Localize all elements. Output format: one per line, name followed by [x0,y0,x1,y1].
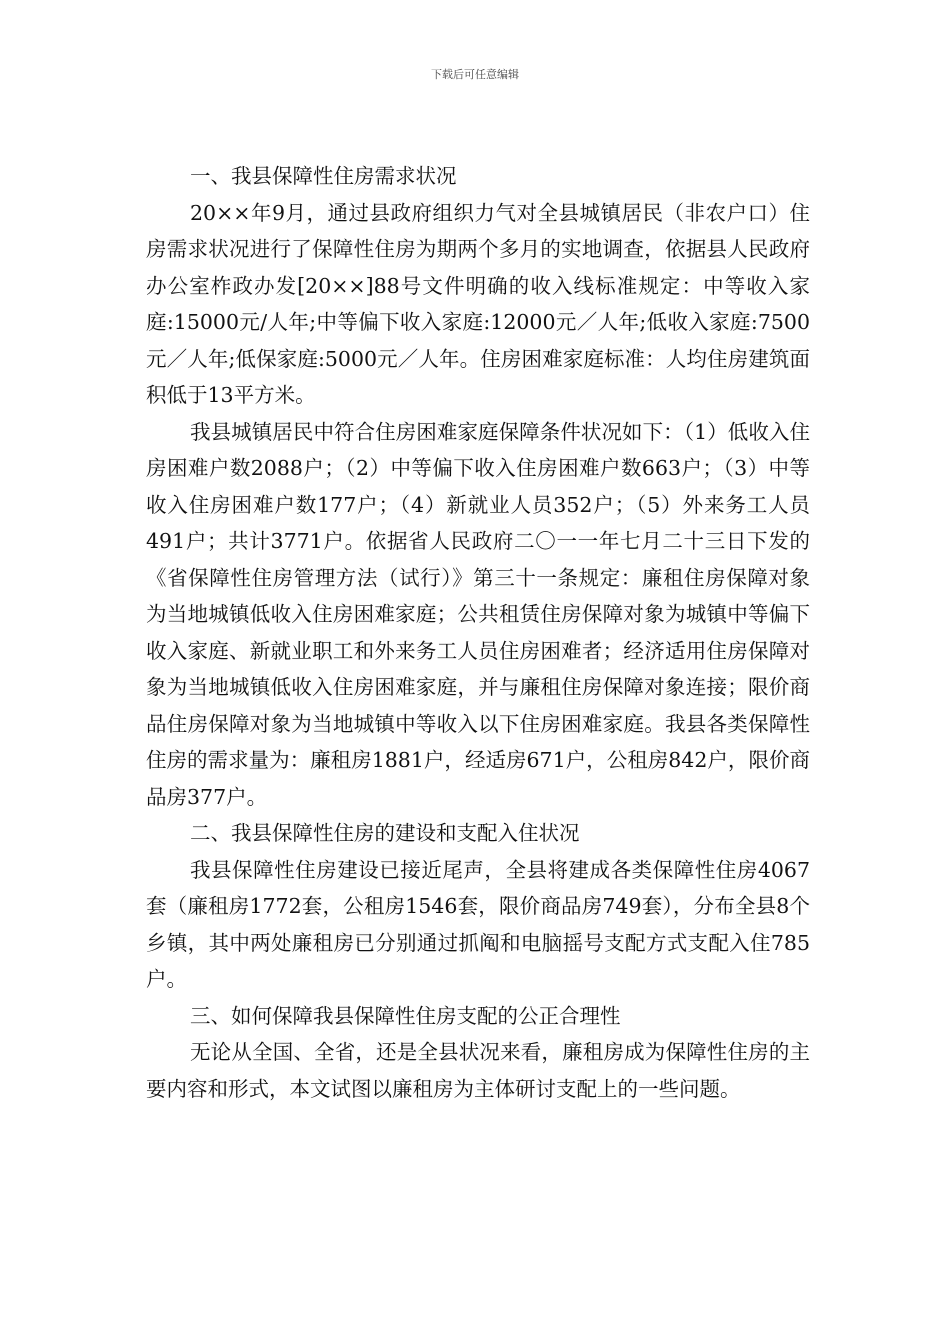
paragraph-3-1: 无论从全国、全省，还是全县状况来看，廉租房成为保障性住房的主要内容和形式，本文试图以廉租房为主体研讨支配上的一些问题。 [146,1040,810,1101]
document-body [146,158,810,1107]
paragraph-1-2: 我县城镇居民中符合住房困难家庭保障条件状况如下：（1）低收入住房困难户数2088户；（2）中等偏下收入住房困难户数663户；（3）中等收入住房困难户数177户；（4）新就业人员352户；（5）外来务工人员491户；共计3771户。依据省人民政府二〇一一年七月二十三日下发的《省保障性住房管理方法（试行）》第三十一条规定：廉租住房保障对象为当地城镇低收入住房困难家庭；公共租赁住房保障对象为城镇中等偏下收入家庭、新就业职工和外来务工人员住房困难者；经济适用住房保障对象为当地城镇低收入住房困难家庭，并与廉租住房保障对象连接；限价商品住房保障对象为当地城镇中等收入以下住房困难家庭。我县各类保障性住房的需求量为：廉租房1881户，经适房671户，公租房842户，限价商品房377户。 [146,419,810,809]
section-heading-1: 一、我县保障性住房需求状况 [190,164,457,188]
paragraph-2-1: 我县保障性住房建设已接近尾声，全县将建成各类保障性住房4067套（廉租房1772套，公租房1546套，限价商品房749套），分布全县8个乡镇，其中两处廉租房已分别通过抓阄和电脑摇号支配方式支配入住785户。 [146,857,810,991]
section-heading-2: 二、我县保障性住房的建设和支配入住状况 [190,821,580,845]
section-heading-3: 三、如何保障我县保障性住房支配的公正合理性 [190,1003,621,1028]
page-header: 下载后可任意编辑 [431,68,519,81]
paragraph-1-1: 20××年9月，通过县政府组织力气对全县城镇居民（非农户口）住房需求状况进行了保障性住房为期两个多月的实地调查，依据县人民政府办公室柞政办发[20××]88号文件明确的收入线标准规定：中等收入家庭:15000元/人年;中等偏下收入家庭:12000元／人年;低收入家庭:7500元／人年;低保家庭:5000元／人年。住房困难家庭标准：人均住房建筑面积低于13平方米。 [146,200,810,407]
